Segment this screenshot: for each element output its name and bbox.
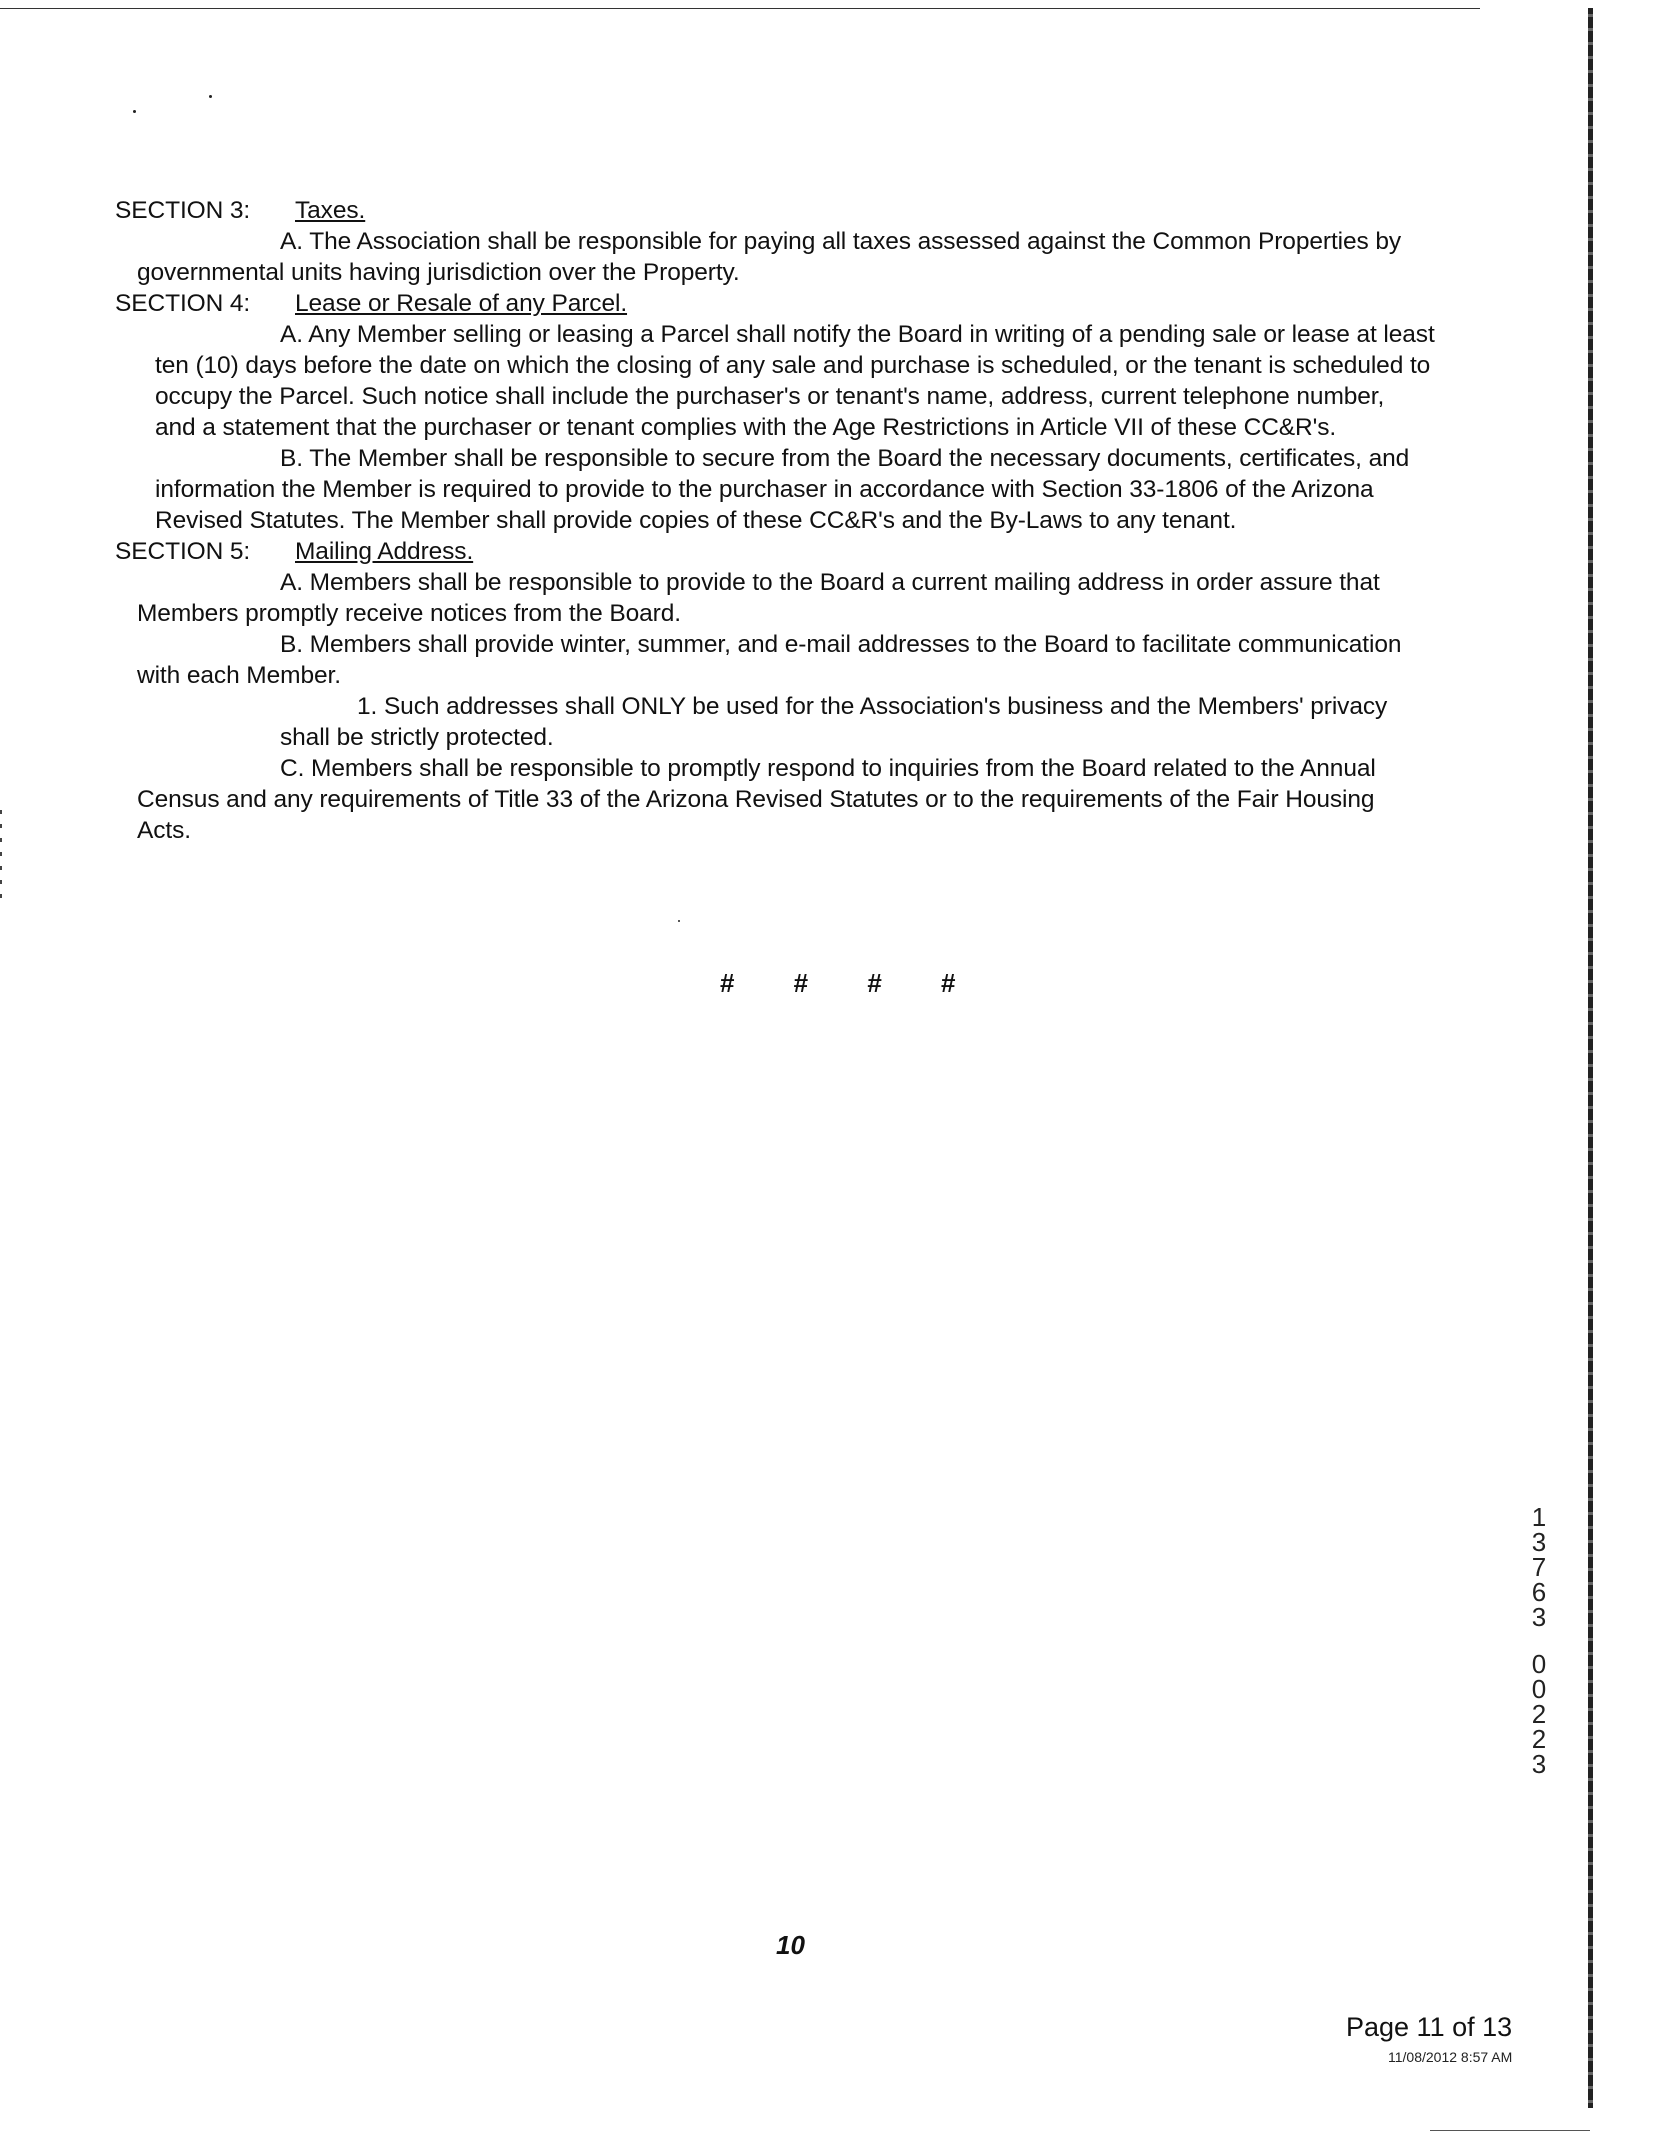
page-of-count: Page 11 of 13 bbox=[1346, 2012, 1513, 2042]
paragraph-line: B. Members shall provide winter, summer, and e-mail addresses to the Board to facilitate communication bbox=[280, 631, 1402, 658]
section-heading bbox=[115, 288, 1495, 319]
page-number: 10 bbox=[776, 1930, 805, 1960]
section-label: SECTION 4: bbox=[115, 290, 251, 317]
recording-digit: 0 bbox=[1531, 1674, 1547, 1704]
section-heading bbox=[115, 536, 1495, 567]
scan-speck bbox=[209, 95, 212, 98]
section-title: Taxes. bbox=[295, 197, 366, 224]
recording-digit: 2 bbox=[1531, 1699, 1547, 1729]
paragraph-line: Acts. bbox=[137, 817, 191, 844]
recording-digit: 6 bbox=[1531, 1577, 1547, 1607]
recording-digit: 3 bbox=[1531, 1749, 1547, 1779]
scan-speck bbox=[678, 920, 680, 922]
paragraph-line: C. Members shall be responsible to promptly respond to inquiries from the Board related to the Annual bbox=[280, 755, 1376, 782]
scan-speck bbox=[133, 110, 136, 113]
section-heading bbox=[115, 195, 1495, 226]
paragraph-line: A. Members shall be responsible to provide to the Board a current mailing address in order assure that bbox=[280, 569, 1380, 596]
paragraph-line: occupy the Parcel. Such notice shall include the purchaser's or tenant's name, address, current telephone number, bbox=[155, 383, 1385, 410]
paragraph-line: A. Any Member selling or leasing a Parcel shall notify the Board in writing of a pending sale or lease at least bbox=[280, 321, 1435, 348]
recording-digit: 3 bbox=[1531, 1527, 1547, 1557]
section-title: Lease or Resale of any Parcel. bbox=[295, 290, 628, 317]
recording-number bbox=[1527, 1502, 1551, 1779]
recording-digit: 2 bbox=[1531, 1724, 1547, 1754]
document-body bbox=[115, 195, 1495, 846]
recording-digit: 1 bbox=[1531, 1502, 1547, 1532]
paragraph-line: Revised Statutes. The Member shall provide copies of these CC&R's and the By-Laws to any tenant. bbox=[155, 507, 1237, 534]
scan-right-edge bbox=[1588, 8, 1593, 2108]
paragraph-line: information the Member is required to provide to the purchaser in accordance with Section 33-1806 of the Arizona bbox=[155, 476, 1374, 503]
paragraph-line: Members promptly receive notices from the Board. bbox=[137, 600, 681, 627]
recording-digit: 7 bbox=[1531, 1552, 1547, 1582]
scan-top-edge bbox=[0, 8, 1480, 9]
scan-left-marks bbox=[0, 810, 2, 900]
section-title: Mailing Address. bbox=[295, 538, 474, 565]
paragraph-line: Census and any requirements of Title 33 of the Arizona Revised Statutes or to the requirements of the Fair Housing bbox=[137, 786, 1375, 813]
paragraph-line: shall be strictly protected. bbox=[280, 724, 554, 751]
section-label: SECTION 3: bbox=[115, 197, 251, 224]
paragraph-line: A. The Association shall be responsible for paying all taxes assessed against the Common Properties by bbox=[280, 228, 1402, 255]
paragraph-line: B. The Member shall be responsible to secure from the Board the necessary documents, certificates, and bbox=[280, 445, 1410, 472]
recorded-timestamp: 11/08/2012 8:57 AM bbox=[1388, 2049, 1513, 2065]
paragraph-line: ten (10) days before the date on which the closing of any sale and purchase is scheduled, or the tenant is scheduled to bbox=[155, 352, 1431, 379]
scan-bottom-edge bbox=[1430, 2130, 1590, 2131]
paragraph-line: governmental units having jurisdiction over the Property. bbox=[137, 259, 740, 286]
end-of-document-marker: # # # # bbox=[720, 968, 982, 998]
recording-digit: 3 bbox=[1531, 1602, 1547, 1632]
paragraph-line: 1. Such addresses shall ONLY be used for the Association's business and the Members' privacy bbox=[357, 693, 1388, 720]
section-label: SECTION 5: bbox=[115, 538, 251, 565]
paragraph-line: with each Member. bbox=[137, 662, 341, 689]
paragraph-line: and a statement that the purchaser or tenant complies with the Age Restrictions in Article VII of these CC&R's. bbox=[155, 414, 1337, 441]
recording-digit: 0 bbox=[1531, 1649, 1547, 1679]
